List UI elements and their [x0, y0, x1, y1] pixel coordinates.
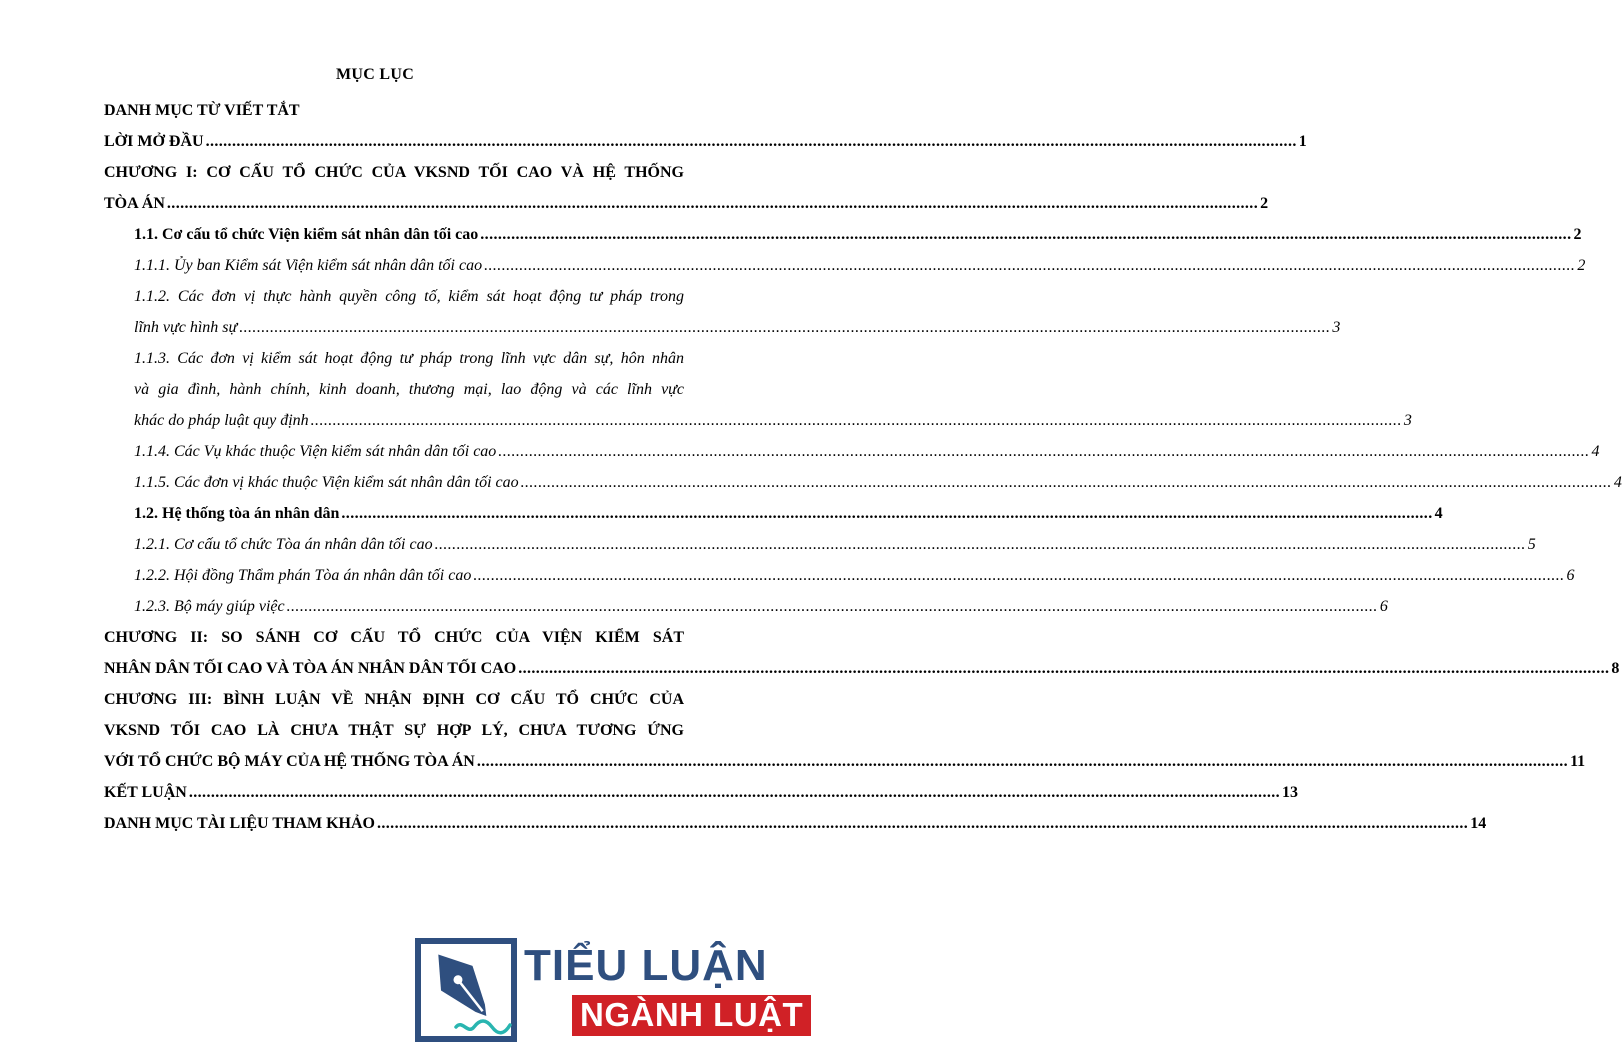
leader-dots [473, 560, 1564, 591]
toc-entry-label-line: CHƯƠNG III: BÌNH LUẬN VỀ NHẬN ĐỊNH CƠ CẤU TỔ CHỨC CỦA [104, 691, 684, 708]
toc-entry-references[interactable] [104, 808, 1487, 839]
toc-entry-chapter-2-cont[interactable] [104, 653, 1620, 684]
toc-entry-label: 1.1. Cơ cấu tổ chức Viện kiểm sát nhân dân tối cao [134, 226, 479, 243]
toc-entry-label: DANH MỤC TÀI LIỆU THAM KHẢO [104, 815, 375, 832]
toc-entry-1-2-1[interactable] [104, 529, 1536, 560]
toc-entry-chapter-2[interactable] [104, 622, 684, 653]
toc-entry-1-1-5[interactable] [104, 467, 1622, 498]
toc-page-number: 5 [1527, 536, 1536, 553]
toc-entry-label-line: 1.1.2. Các đơn vị thực hành quyền công tố, kiểm sát hoạt động tư pháp trong [134, 288, 684, 305]
toc-entry-label: 1.2. Hệ thống tòa án nhân dân [134, 505, 340, 522]
leader-dots [341, 498, 1432, 529]
toc-entry-label: 1.1.1. Ủy ban Kiểm sát Viện kiểm sát nhân dân tối cao [134, 257, 483, 274]
toc-entry-label: 1.2.1. Cơ cấu tổ chức Tòa án nhân dân tối cao [134, 536, 433, 553]
toc-entry-chapter-1[interactable] [104, 157, 684, 188]
leader-dots [498, 436, 1589, 467]
toc-entry-label-line: NHÂN DÂN TỐI CAO VÀ TÒA ÁN NHÂN DÂN TỐI CAO [104, 660, 517, 677]
fountain-pen-nib-icon [412, 935, 520, 1045]
leader-dots [480, 219, 1571, 250]
toc-entry-chapter-3-cont2[interactable] [104, 746, 1586, 777]
leader-dots [311, 405, 1402, 436]
leader-dots [477, 746, 1568, 777]
toc-entry-abbreviations[interactable] [104, 95, 684, 126]
leader-dots [521, 467, 1612, 498]
toc-page-number: 4 [1591, 443, 1600, 460]
toc-entry-label-line: TÒA ÁN [104, 195, 165, 212]
leader-dots [435, 529, 1526, 560]
toc-page-number: 6 [1566, 567, 1575, 584]
toc-page-number: 2 [1260, 195, 1269, 212]
leader-dots [189, 777, 1280, 808]
toc-entry-chapter-1-cont[interactable] [104, 188, 1269, 219]
table-of-contents [104, 95, 1622, 839]
page-title: MỤC LỤC [335, 66, 415, 83]
toc-entry-1-1-3-cont[interactable] [104, 374, 684, 405]
toc-entry-chapter-3[interactable] [104, 684, 684, 715]
toc-entry-conclusion[interactable] [104, 777, 1299, 808]
toc-entry-1-1-2[interactable] [104, 281, 684, 312]
leader-dots [518, 653, 1609, 684]
toc-entry-chapter-3-cont[interactable] [104, 715, 684, 746]
toc-entry-label-line: và gia đình, hành chính, kinh doanh, thương mại, lao động và các lĩnh vực [134, 381, 684, 398]
toc-page-number: 2 [1577, 257, 1586, 274]
toc-page-number: 6 [1379, 598, 1388, 615]
toc-entry-label-line: lĩnh vực hình sự [134, 319, 238, 336]
leader-dots [377, 808, 1468, 839]
toc-entry-introduction[interactable] [104, 126, 1307, 157]
toc-entry-1-2[interactable] [104, 498, 1443, 529]
toc-entry-1-1-1[interactable] [104, 250, 1586, 281]
toc-entry-1-1[interactable] [104, 219, 1582, 250]
toc-entry-label-line: khác do pháp luật quy định [134, 412, 309, 429]
logo-text-top: TIỂU LUẬN [524, 941, 768, 990]
toc-page-number: 4 [1613, 474, 1622, 491]
toc-entry-label-line: 1.1.3. Các đơn vị kiểm sát hoạt động tư pháp trong lĩnh vực dân sự, hôn nhân [134, 350, 684, 367]
toc-entry-label-line: CHƯƠNG I: CƠ CẤU TỔ CHỨC CỦA VKSND TỐI CAO VÀ HỆ THỐNG [104, 164, 684, 181]
toc-entry-label-line: VỚI TỔ CHỨC BỘ MÁY CỦA HỆ THỐNG TÒA ÁN [104, 753, 475, 770]
toc-entry-label: LỜI MỞ ĐẦU [104, 133, 204, 150]
brand-logo [412, 935, 804, 1045]
toc-page-number: 3 [1332, 319, 1341, 336]
toc-page-number: 4 [1434, 505, 1443, 522]
logo-text-bottom: NGÀNH LUẬT [572, 995, 811, 1036]
toc-entry-label: KẾT LUẬN [104, 784, 187, 801]
toc-entry-label: 1.1.5. Các đơn vị khác thuộc Viện kiểm sát nhân dân tối cao [134, 474, 519, 491]
leader-dots [167, 188, 1258, 219]
toc-entry-label: 1.2.2. Hội đồng Thẩm phán Tòa án nhân dân tối cao [134, 567, 472, 584]
toc-entry-label: 1.2.3. Bộ máy giúp việc [134, 598, 285, 615]
toc-entry-1-1-4[interactable] [104, 436, 1600, 467]
toc-entry-label: DANH MỤC TỪ VIẾT TẮT [104, 102, 300, 119]
toc-entry-label-line: CHƯƠNG II: SO SÁNH CƠ CẤU TỔ CHỨC CỦA VIỆN KIỂM SÁT [104, 629, 684, 646]
toc-entry-1-2-2[interactable] [104, 560, 1575, 591]
toc-page-number: 3 [1403, 412, 1412, 429]
toc-entry-1-1-2-cont[interactable] [104, 312, 1341, 343]
toc-page-number: 14 [1470, 815, 1487, 832]
leader-dots [287, 591, 1378, 622]
leader-dots [484, 250, 1575, 281]
toc-entry-1-1-3-cont2[interactable] [104, 405, 1412, 436]
toc-entry-label: 1.1.4. Các Vụ khác thuộc Viện kiểm sát nhân dân tối cao [134, 443, 497, 460]
toc-page-number: 13 [1282, 784, 1299, 801]
toc-entry-label-line: VKSND TỐI CAO LÀ CHƯA THẬT SỰ HỢP LÝ, CHƯA TƯƠNG ỨNG [104, 722, 684, 739]
toc-page-number: 8 [1611, 660, 1620, 677]
toc-entry-1-2-3[interactable] [104, 591, 1388, 622]
toc-page-number: 2 [1573, 226, 1582, 243]
toc-page-number: 1 [1298, 133, 1307, 150]
leader-dots [206, 126, 1297, 157]
toc-page-number: 11 [1570, 753, 1586, 770]
toc-entry-1-1-3[interactable] [104, 343, 684, 374]
leader-dots [239, 312, 1330, 343]
